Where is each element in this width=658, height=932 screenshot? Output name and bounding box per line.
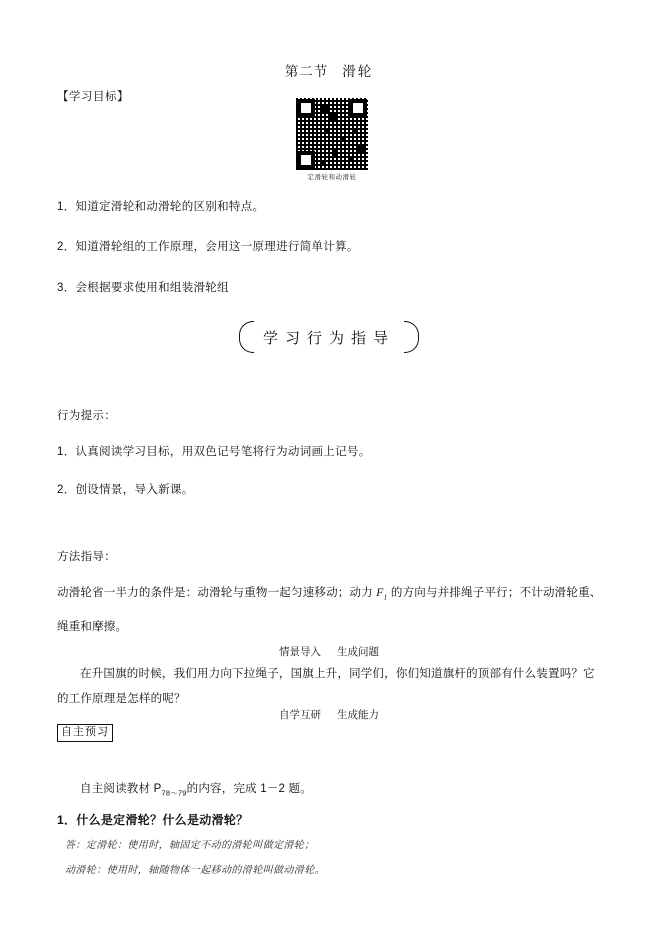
question-1: 1．什么是定滑轮？什么是动滑轮？ [57, 813, 249, 827]
self-study-heading-right: 生成能力 [337, 709, 379, 721]
goal-item-1: 1．知道定滑轮和动滑轮的区别和特点。 [57, 201, 265, 213]
situation-paragraph: 在升国旗的时候，我们用力向下拉绳子，国旗上升，同学们，你们知道旗杆的顶部有什么装置吗？它的工作原理是怎样的呢？ [57, 668, 595, 705]
method-force-symbol: F [376, 587, 384, 599]
reading-page-range: 78～79 [161, 788, 187, 798]
reading-instruction-part2: 的内容，完成 1－2 题。 [186, 783, 312, 795]
behavior-item-2: 2．创设情景，导入新课。 [57, 484, 194, 496]
situation-heading [0, 644, 658, 659]
situation-heading-right: 生成问题 [337, 646, 379, 658]
behavior-item-1: 1．认真阅读学习目标，用双色记号笔将行为动词画上记号。 [57, 446, 371, 458]
method-body-part2: 的方向与并排绳子平行；不计动滑轮重、绳重和摩擦。 [57, 587, 602, 634]
qr-code-icon[interactable] [296, 98, 368, 170]
qr-caption: 定滑轮和动滑轮 [307, 174, 357, 181]
reading-instruction-part1: 自主阅读教材 P [80, 783, 162, 795]
answer-line-1: 答：定滑轮：使用时，轴固定不动的滑轮叫做定滑轮； [65, 840, 315, 851]
method-force-subscript: 1 [383, 592, 388, 602]
study-guidance-banner-text: 学习行为指导 [241, 325, 417, 350]
qr-code-block [292, 98, 372, 181]
goal-item-3: 3．会根据要求使用和组装滑轮组 [57, 282, 229, 294]
section-number: 第二节 [284, 64, 329, 79]
method-body-part1: 动滑轮省一半力的条件是：动滑轮与重物一起匀速移动；动力 [57, 587, 377, 599]
goal-item-2: 2．知道滑轮组的工作原理，会用这一原理进行简单计算。 [57, 241, 359, 253]
method-body [57, 578, 605, 642]
self-study-heading-left: 自学互研 [279, 709, 321, 721]
learning-goals-label: 【学习目标】 [57, 91, 129, 103]
page-title [0, 60, 658, 80]
answer-line-2: 动滑轮：使用时，轴随物体一起移动的滑轮叫做动滑轮。 [65, 865, 325, 876]
section-name: 滑轮 [342, 64, 374, 79]
study-guidance-banner [0, 325, 658, 350]
method-heading: 方法指导： [57, 551, 116, 563]
self-study-heading [0, 707, 658, 722]
self-preview-box-label: 自主预习 [57, 724, 113, 742]
behavior-heading: 行为提示： [57, 410, 116, 422]
situation-heading-left: 情景导入 [279, 646, 321, 658]
reading-instruction [57, 780, 605, 798]
